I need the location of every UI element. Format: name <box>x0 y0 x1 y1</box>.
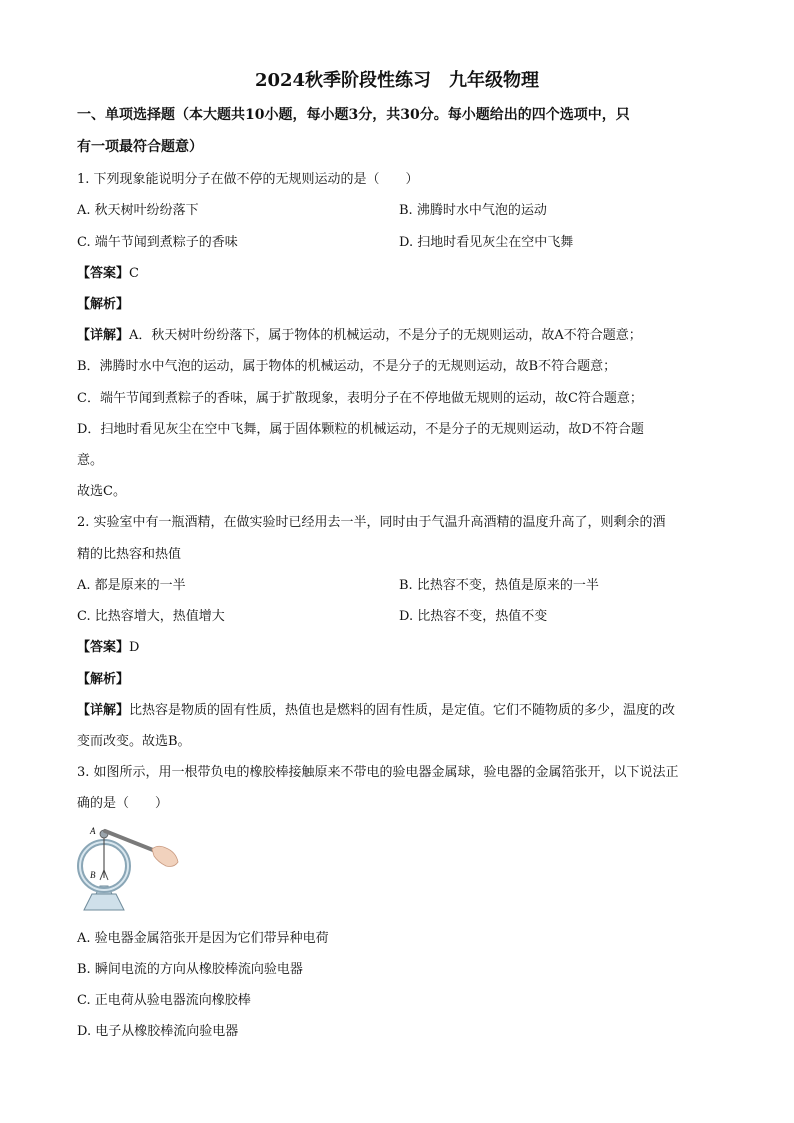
q2-detail-line1 <box>77 699 675 718</box>
q2-analysis-tag: 【解析】 <box>77 672 130 687</box>
q1-analysis-tag: 【解析】 <box>77 297 130 312</box>
q2-detail-text1: 比热容是物质的固有性质，热值也是燃料的固有性质，是定值。它们不随物质的多少，温度的改 <box>129 703 676 718</box>
q2-answer <box>77 636 139 655</box>
section-heading-line2: 有一项最符合题意） <box>77 139 203 155</box>
q1-detail-line6: 故选C。 <box>77 484 126 499</box>
q1-answer <box>77 262 139 281</box>
page-title: 2024秋季阶段性练习 九年级物理 <box>254 70 540 91</box>
q1-option-d: D. 扫地时看见灰尘在空中飞舞 <box>399 235 574 250</box>
q1-detail-line3: C．端午节闻到煮粽子的香味，属于扩散现象，表明分子在不停地做无规则的运动，故C符合题意； <box>77 391 643 406</box>
q1-option-c: C. 端午节闻到煮粽子的香味 <box>77 235 238 250</box>
q3-option-d: D. 电子从橡胶棒流向验电器 <box>77 1024 239 1039</box>
q2-option-b: B. 比热容不变，热值是原来的一半 <box>399 578 599 593</box>
q1-option-a: A. 秋天树叶纷纷落下 <box>77 203 199 218</box>
q1-detail-line5: 意。 <box>77 453 104 468</box>
q1-answer-value: C <box>129 266 139 281</box>
q3-option-c: C. 正电荷从验电器流向橡胶棒 <box>77 993 251 1008</box>
q1-detail-tag: 【详解】 <box>77 328 130 343</box>
section-heading-line1: 一、单项选择题（本大题共10小题，每小题3分，共30分。每小题给出的四个选项中，只 <box>77 107 630 123</box>
q1-detail-text1: A．秋天树叶纷纷落下，属于物体的机械运动，不是分子的无规则运动，故A不符合题意； <box>129 328 642 343</box>
q3-stem-line2: 确的是（ ） <box>77 796 169 811</box>
electroscope-figure <box>74 822 184 914</box>
q3-option-a: A. 验电器金属箔张开是因为它们带异种电荷 <box>77 931 329 946</box>
q3-stem-line1: 3. 如图所示，用一根带负电的橡胶棒接触原来不带电的验电器金属球，验电器的金属箔张开，以下说法正 <box>77 765 679 780</box>
q2-detail-tag: 【详解】 <box>77 703 130 718</box>
q2-answer-tag: 【答案】 <box>77 640 130 655</box>
q2-option-c: C. 比热容增大，热值增大 <box>77 609 225 624</box>
q2-detail-line2: 变而改变。故选B。 <box>77 734 191 749</box>
q1-stem: 1. 下列现象能说明分子在做不停的无规则运动的是（ ） <box>77 172 419 187</box>
q2-answer-value: D <box>129 640 140 655</box>
q1-answer-tag: 【答案】 <box>77 266 130 281</box>
q2-option-d: D. 比热容不变，热值不变 <box>399 609 548 624</box>
q1-detail-line2: B．沸腾时水中气泡的运动，属于物体的机械运动，不是分子的无规则运动，故B不符合题意； <box>77 359 617 374</box>
q2-stem-line1: 2. 实验室中有一瓶酒精，在做实验时已经用去一半，同时由于气温升高酒精的温度升高了，则剩余的酒 <box>77 515 666 530</box>
q3-option-b: B. 瞬间电流的方向从橡胶棒流向验电器 <box>77 962 303 977</box>
figure-label-a: A <box>90 826 96 836</box>
q1-detail-line4: D．扫地时看见灰尘在空中飞舞，属于固体颗粒的机械运动，不是分子的无规则运动，故D不符合题 <box>77 422 644 437</box>
q1-option-b: B. 沸腾时水中气泡的运动 <box>399 203 547 218</box>
q2-option-a: A. 都是原来的一半 <box>77 578 186 593</box>
q1-detail-line1 <box>77 324 642 343</box>
q2-stem-line2: 精的比热容和热值 <box>77 547 182 562</box>
figure-label-b: B <box>90 870 96 880</box>
